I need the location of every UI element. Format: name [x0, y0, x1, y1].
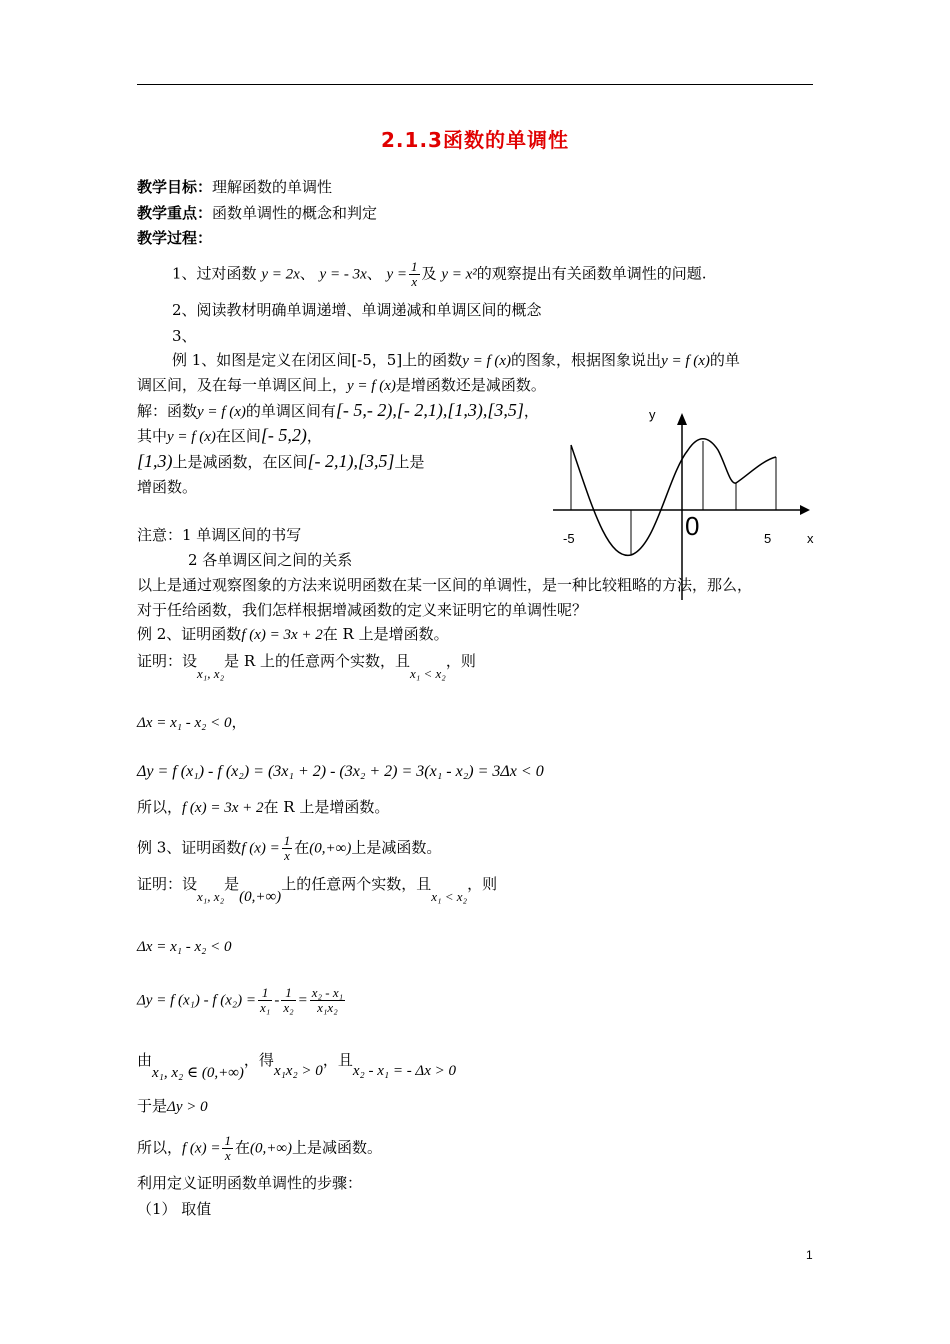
- origin-label: 0: [685, 511, 700, 541]
- example-1-line-1: 例 1、如图是定义在闭区间[-5，5]上的函数y = f (x)的图象，根据图象说出y = f (x)的单: [172, 351, 740, 369]
- proof-2-conclusion: 所以，f (x) = 3x + 2在 R 上是增函数。: [137, 798, 390, 816]
- proof-2-setup: 证明：设x₁, x₂是 R 上的任意两个实数，且x₁ < x₂，则: [137, 652, 476, 681]
- proof-3-then: 于是Δy > 0: [137, 1097, 208, 1115]
- solution-line-2: 其中y = f (x)在区间[- 5,2)，: [137, 425, 322, 445]
- teaching-goal: [137, 177, 332, 197]
- fraction: $\frac{1}{x}$: [411, 259, 418, 289]
- steps-title: 利用定义证明函数单调性的步骤：: [137, 1174, 363, 1192]
- proof-3-since: 由x₁, x₂ ∈ (0,+∞)，得x₁x₂ > 0，且x₂ - x₁ = - Δx > 0: [137, 1051, 457, 1081]
- step-1: （1） 取值: [137, 1200, 212, 1218]
- goal-text: 理解函数的单调性: [212, 178, 333, 196]
- proof-2-dx: Δx = x₁ - x₂ < 0，: [137, 713, 247, 731]
- y-axis-arrow: [677, 413, 687, 425]
- proof-3-dy: Δy = f (x₁) - f (x₂) = $\frac{1}{\text{x₁}}$ - $\frac{1}{\text{x₂}}$ = $\frac{\text{x₂ - x₁}}{\text{x₁x₂}}$: [137, 985, 344, 1015]
- y-label: y: [649, 407, 656, 422]
- x-label: x: [807, 531, 814, 546]
- header-rule: [137, 84, 813, 85]
- function-curve: [571, 439, 776, 556]
- focus-label: 教学重点：: [137, 204, 213, 222]
- solution-line-4: 增函数。: [137, 478, 198, 496]
- item-2: 2、阅读教材明确单调递增、单调递减和单调区间的概念: [172, 301, 542, 319]
- item-3: 3、: [172, 327, 197, 345]
- proof-3-dx: Δx = x₁ - x₂ < 0: [137, 939, 232, 955]
- page-number: 1: [806, 1248, 813, 1262]
- process-heading: 教学过程：: [137, 229, 213, 247]
- note-1: 注意：1 单调区间的书写: [137, 526, 302, 544]
- example-2: 例 2、证明函数f (x) = 3x + 2在 R 上是增函数。: [137, 625, 449, 643]
- proof-3-conclusion: 所以，f (x) = $\frac{1}{x}$ 在(0,+∞)上是减函数。: [137, 1133, 383, 1163]
- example-1-line-2: 调区间，及在每一单调区间上，y = f (x)是增函数还是减函数。: [137, 376, 546, 394]
- solution-line-1: 解：函数y = f (x)的单调区间有[- 5,- 2),[- 2,1),[1,3),[3,5]，: [137, 400, 539, 420]
- teaching-focus: [137, 203, 377, 223]
- focus-text: 函数单调性的概念和判定: [212, 204, 378, 222]
- paragraph-line-1: 以上是通过观察图象的方法来说明函数在某一区间的单调性，是一种比较粗略的方法，那么，: [137, 576, 753, 594]
- proof-2-dy: Δy = f (x₁) - f (x₂) = (3x₁ + 2) - (3x₂ + 2) = 3(x₁ - x₂) = 3Δx < 0: [137, 763, 544, 780]
- page-title: 2.1.3函数的单调性: [381, 128, 569, 152]
- item-1: 1、过对函数 y = 2x、 y = - 3x、 y = $\frac{1}{x}$ 及 y = x²的观察提出有关函数单调性的问题.: [172, 259, 707, 289]
- right-tick-label: 5: [764, 531, 772, 546]
- example-3: 例 3、证明函数f (x) = $\frac{1}{x}$ 在(0,+∞)上是减函数。: [137, 833, 442, 863]
- solution-line-3: [1,3)上是减函数，在区间[- 2,1),[3,5]上是: [137, 451, 425, 471]
- proof-3-setup: 证明：设x₁, x₂是(0,+∞)上的任意两个实数，且x₁ < x₂，则: [137, 875, 498, 905]
- left-tick-label: -5: [563, 531, 575, 546]
- note-2: 2 各单调区间之间的关系: [188, 551, 353, 569]
- paragraph-line-2: 对于任给函数，我们怎样根据增减函数的定义来证明它的单调性呢？: [137, 601, 588, 619]
- x-axis-arrow: [800, 505, 810, 515]
- goal-label: 教学目标：: [137, 178, 213, 196]
